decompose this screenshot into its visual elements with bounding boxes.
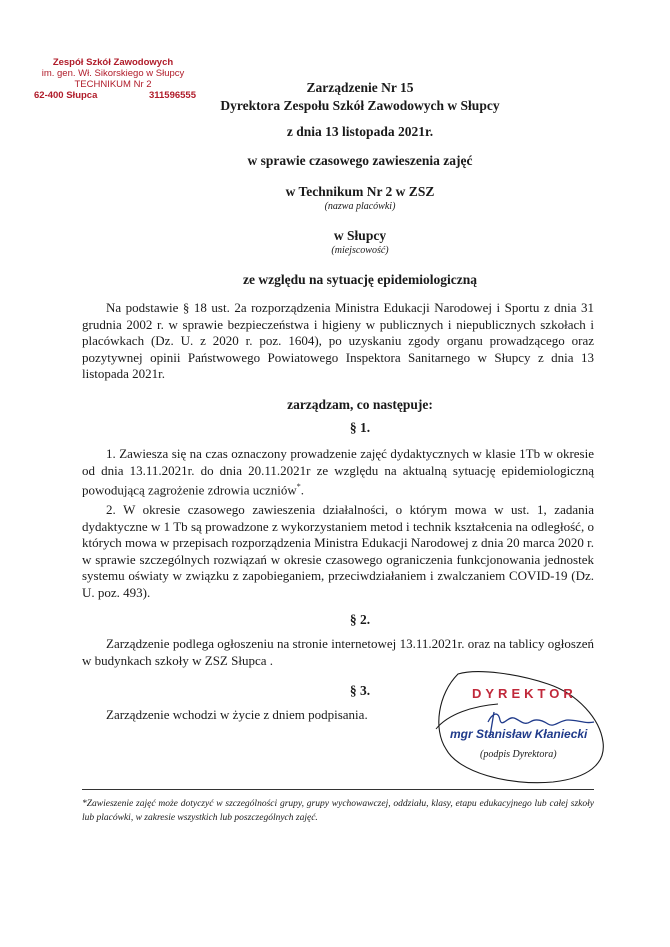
section-2-heading: § 2. bbox=[349, 612, 371, 627]
point-1-end: . bbox=[300, 482, 305, 498]
decree-line: zarządzam, co następuje: bbox=[287, 397, 433, 412]
intro-paragraph bbox=[82, 300, 594, 383]
institution-caption: (nazwa placówki) bbox=[324, 201, 396, 212]
signature-drawing bbox=[428, 654, 610, 794]
section-2-text: Zarządzenie podlega ogłoszeniu na stronie internetowej 13.11.2021r. oraz na tablicy ogłoszeń w budynkach szkoły w ZSZ Słupca . bbox=[82, 636, 594, 668]
section-1-point-1 bbox=[82, 446, 594, 499]
section-1-heading: § 1. bbox=[349, 420, 371, 435]
signature-caption: (podpis Dyrektora) bbox=[480, 749, 557, 760]
town-name: w Słupcy bbox=[333, 228, 387, 243]
footnote-mark: * bbox=[296, 482, 301, 491]
town-caption: (miejscowość) bbox=[331, 245, 389, 256]
document-title: Zarządzenie Nr 15 bbox=[306, 80, 414, 95]
point-2-text: 2. W okresie czasowego zawieszenia działalności, o którym mowa w ust. 1, zadania dydaktyczne w 1 Tb są prowadzone z wykorzystaniem metod i technik kształcenia na odległość, o których mowa w przepisach rozporządzenia Ministra Edukacji Narodowej z dnia 20 marca 2020 r. w sprawie szczególnych rozwiązań w okresie czasowego ograniczenia funkcjonowania jednostek systemu oświaty w związku z zapobieganiem, przeciwdziałaniem i zwalczaniem COVID-19 (Dz. U. poz. 493). bbox=[82, 502, 594, 600]
document-subtitle: Dyrektora Zespołu Szkół Zawodowych w Słupcy bbox=[220, 98, 500, 113]
reason-line: ze względu na sytuację epidemiologiczną bbox=[243, 272, 477, 287]
section-3-paragraph bbox=[82, 707, 382, 724]
signature-block bbox=[428, 654, 610, 794]
document-date: z dnia 13 listopada 2021r. bbox=[286, 124, 434, 139]
section-1-point-2 bbox=[82, 502, 594, 601]
section-3-text: Zarządzenie wchodzi w życie z dniem podpisania. bbox=[106, 707, 368, 722]
director-title: DYREKTOR bbox=[472, 686, 577, 701]
stamp-line-1: Zespół Szkół Zawodowych bbox=[52, 57, 174, 68]
institution-name: w Technikum Nr 2 w ZSZ bbox=[285, 184, 435, 199]
stamp-postcode: 62-400 Słupca bbox=[34, 90, 98, 101]
intro-text: Na podstawie § 18 ust. 2a rozporządzenia Ministra Edukacji Narodowej i Sportu z dnia 31 grudnia 2002 r. w sprawie bezpieczeństwa i higieny w publicznych i niepublicznych szkołach i placówkach (Dz. U. z 2020 r. poz. 1604), po uzyskaniu zgody organu prowadzącego oraz pozytywnej opinii Państwowego Powiatowego Inspektora Sanitarnego w Słupcy z dnia 13 listopada 2021r. bbox=[82, 300, 594, 381]
footnote-divider bbox=[82, 789, 594, 790]
stamp-phone: 311596555 bbox=[148, 90, 196, 101]
stamp-line-2: im. gen. Wł. Sikorskiego w Słupcy bbox=[41, 68, 185, 79]
section-3-heading: § 3. bbox=[349, 683, 371, 698]
document-subject: w sprawie czasowego zawieszenia zajęć bbox=[247, 153, 473, 168]
stamp-line-3: TECHNIKUM Nr 2 bbox=[74, 79, 152, 90]
footnote: *Zawieszenie zajęć może dotyczyć w szczególności grupy, grupy wychowawczej, oddziału, klasy, etapu edukacyjnego lub całej szkoły lub placówki, w zakresie wszystkich lub poszczególnych zajęć. bbox=[82, 799, 594, 823]
point-1-text: 1. Zawiesza się na czas oznaczony prowadzenie zajęć dydaktycznych w klasie 1Tb w okresie od dnia 13.11.2021r. do dnia 20.11.2021r ze względu na aktualną sytuację epidemiologiczną powodującą zagrożenie zdrowia uczniów bbox=[82, 446, 594, 498]
director-name: mgr Stanisław Kłaniecki bbox=[450, 727, 588, 741]
